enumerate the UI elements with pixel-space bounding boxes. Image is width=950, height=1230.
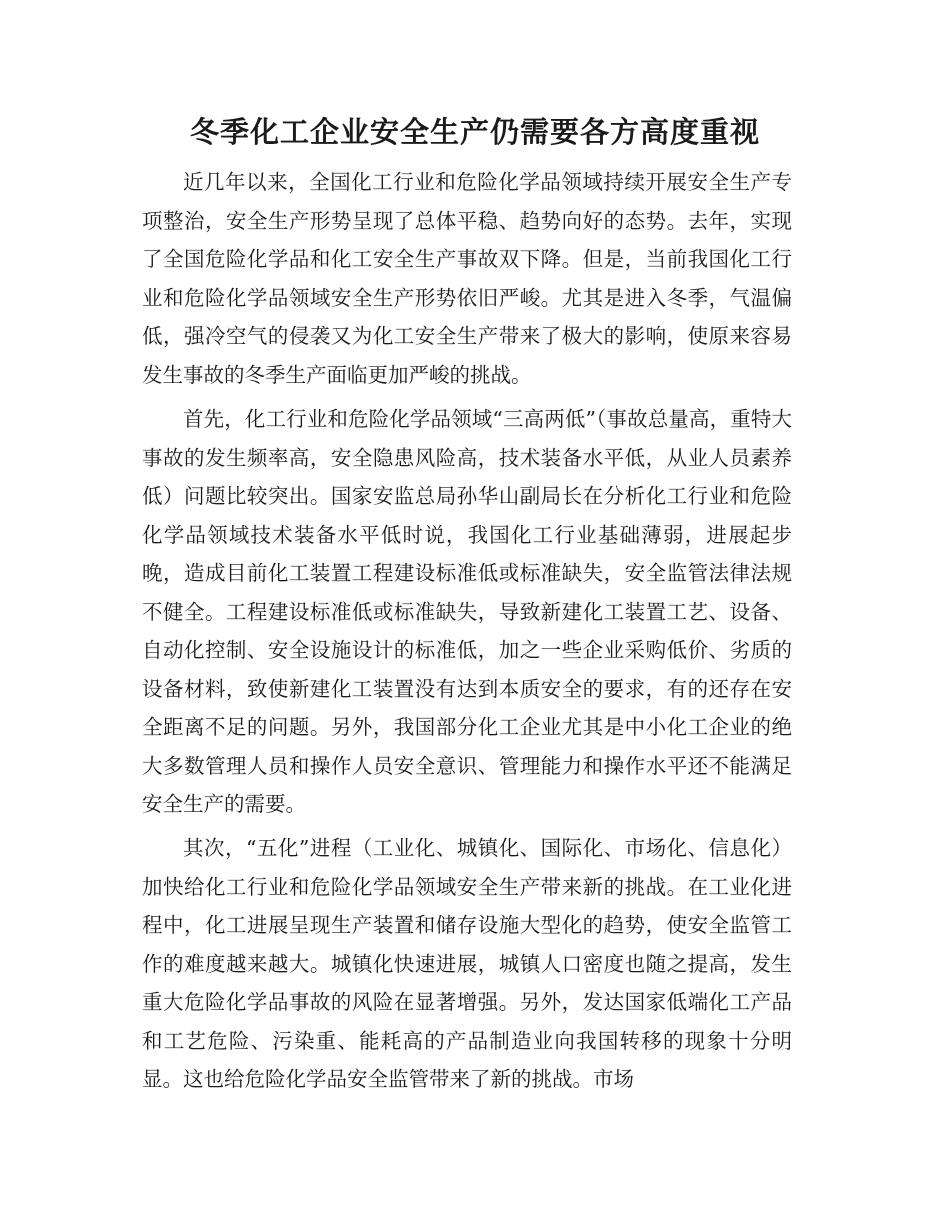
paragraph-3: 其次，“五化”进程（工业化、城镇化、国际化、市场化、信息化）加快给化工行业和危险化学品领域安全生产带来新的挑战。在工业化进程中，化工进展呈现生产装置和储存设施大型化的趋势，使安全监管工作的难度越来越大。城镇化快速进展，城镇人口密度也随之提高，发生重大危险化学品事故的风险在显著增强。另外，发达国家低端化工产品和工艺危险、污染重、能耗高的产品制造业向我国转移的现象十分明显。这也给危险化学品安全监管带来了新的挑战。市场 <box>142 836 792 1091</box>
document-title: 冬季化工企业安全生产仍需要各方高度重视 <box>189 115 760 149</box>
paragraph-2: 首先，化工行业和危险化学品领域“三高两低”（事故总量高，重特大事故的发生频率高，安全隐患风险高，技术装备水平低，从业人员素养低）问题比较突出。国家安监总局孙华山副局长在分析化工行业和危险化学品领域技术装备水平低时说，我国化工行业基础薄弱，进展起步晚，造成目前化工装置工程建设标准低或标准缺失，安全监管法律法规不健全。工程建设标准低或标准缺失，导致新建化工装置工艺、设备、自动化控制、安全设施设计的标准低，加之一些企业采购低价、劣质的设备材料，致使新建化工装置没有达到本质安全的要求，有的还存在安全距离不足的问题。另外，我国部分化工企业尤其是中小化工企业的绝大多数管理人员和操作人员安全意识、管理能力和操作水平还不能满足安全生产的需要。 <box>142 407 792 816</box>
paragraph-1: 近几年以来，全国化工行业和危险化学品领域持续开展安全生产专项整治，安全生产形势呈现了总体平稳、趋势向好的态势。去年，实现了全国危险化学品和化工安全生产事故双下降。但是，当前我国化工行业和危险化学品领域安全生产形势依旧严峻。尤其是进入冬季，气温偏低，强冷空气的侵袭又为化工安全生产带来了极大的影响，使原来容易发生事故的冬季生产面临更加严峻的挑战。 <box>142 170 792 387</box>
